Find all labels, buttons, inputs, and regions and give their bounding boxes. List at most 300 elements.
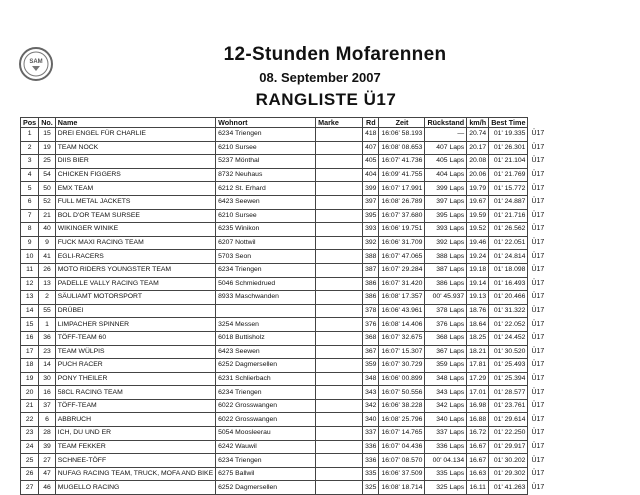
table-row bbox=[21, 168, 547, 182]
cell-kmh: 19.46 bbox=[467, 236, 489, 250]
cell-pos: 6 bbox=[21, 195, 39, 209]
cell-wohnort: 6234 Triengen bbox=[216, 128, 316, 142]
cell-zeit: 16:07' 50.556 bbox=[379, 386, 425, 400]
cell-kmh: 16.98 bbox=[467, 399, 489, 413]
table-row bbox=[21, 128, 547, 142]
cell-best: 01' 22.051 bbox=[489, 236, 528, 250]
cell-best: 01' 24.814 bbox=[489, 250, 528, 264]
cell-best: 01' 22.250 bbox=[489, 427, 528, 441]
cell-wohnort: 6234 Triengen bbox=[216, 263, 316, 277]
cell-rueck: 343 Laps bbox=[425, 386, 467, 400]
cell-kmh: 19.13 bbox=[467, 291, 489, 305]
cell-name: DRÜBEI bbox=[55, 304, 215, 318]
cell-best: 01' 21.104 bbox=[489, 155, 528, 169]
cell-cls: Ü17 bbox=[531, 293, 545, 301]
cell-zeit: 16:07' 04.436 bbox=[379, 440, 425, 454]
cell-kmh: 18.76 bbox=[467, 304, 489, 318]
cell-kmh: 19.24 bbox=[467, 250, 489, 264]
cell-cls: Ü17 bbox=[531, 334, 545, 342]
logo-text: SAM bbox=[29, 59, 43, 65]
table-row bbox=[21, 182, 547, 196]
cell-rd: 392 bbox=[363, 236, 379, 250]
cell-best: 01' 25.394 bbox=[489, 372, 528, 386]
cell-wohnort: 5046 Schmiedrued bbox=[216, 277, 316, 291]
cell-marke bbox=[316, 413, 363, 427]
cell-best: 01' 29.614 bbox=[489, 413, 528, 427]
cell-pos: 22 bbox=[21, 413, 39, 427]
cell-rd: 368 bbox=[363, 331, 379, 345]
table-row bbox=[21, 467, 547, 481]
cell-no: 21 bbox=[39, 209, 56, 223]
cell-no: 50 bbox=[39, 182, 56, 196]
cell-marke bbox=[316, 304, 363, 318]
cell-best: 01' 26.301 bbox=[489, 141, 528, 155]
cell-marke bbox=[316, 209, 363, 223]
cell-no: 19 bbox=[39, 141, 56, 155]
cell-zeit: 16:07' 30.729 bbox=[379, 359, 425, 373]
table-row bbox=[21, 481, 547, 495]
cell-name: MOTO RIDERS YOUNGSTER TEAM bbox=[55, 263, 215, 277]
cell-rd: 378 bbox=[363, 304, 379, 318]
cell-marke bbox=[316, 372, 363, 386]
table-row bbox=[21, 318, 547, 332]
cell-wohnort: 6022 Grosswangen bbox=[216, 399, 316, 413]
cell-rueck: 335 Laps bbox=[425, 467, 467, 481]
cell-kmh: 20.06 bbox=[467, 168, 489, 182]
cell-marke bbox=[316, 386, 363, 400]
cell-rd: 342 bbox=[363, 399, 379, 413]
cell-wohnort: 6231 Schlierbach bbox=[216, 372, 316, 386]
cell-no: 14 bbox=[39, 359, 56, 373]
table-body bbox=[21, 128, 547, 495]
cell-pos: 3 bbox=[21, 155, 39, 169]
cell-pos: 12 bbox=[21, 277, 39, 291]
cell-marke bbox=[316, 467, 363, 481]
cell-pos: 10 bbox=[21, 250, 39, 264]
cell-no: 47 bbox=[39, 467, 56, 481]
cell-cls: Ü17 bbox=[531, 184, 545, 192]
cell-wohnort: 6207 Nottwil bbox=[216, 236, 316, 250]
cell-best: 01' 23.761 bbox=[489, 399, 528, 413]
cell-cls: Ü17 bbox=[531, 279, 545, 287]
cell-best: 01' 30.520 bbox=[489, 345, 528, 359]
cell-zeit: 16:06' 43.961 bbox=[379, 304, 425, 318]
cell-wohnort: 6275 Ballwil bbox=[216, 467, 316, 481]
cell-name: TEAM FEKKER bbox=[55, 440, 215, 454]
cell-cls: Ü17 bbox=[531, 252, 545, 260]
cell-best: 01' 24.452 bbox=[489, 331, 528, 345]
cell-name: FUCK MAXI RACING TEAM bbox=[55, 236, 215, 250]
column-header-name: Name bbox=[55, 118, 215, 128]
cell-rd: 336 bbox=[363, 454, 379, 468]
cell-kmh: 18.64 bbox=[467, 318, 489, 332]
cell-no: 39 bbox=[39, 440, 56, 454]
cell-rd: 335 bbox=[363, 467, 379, 481]
cell-zeit: 16:06' 37.509 bbox=[379, 467, 425, 481]
table-row bbox=[21, 263, 547, 277]
cell-best: 01' 29.917 bbox=[489, 440, 528, 454]
cell-rueck: 378 Laps bbox=[425, 304, 467, 318]
cell-rueck: 405 Laps bbox=[425, 155, 467, 169]
cell-rueck: 376 Laps bbox=[425, 318, 467, 332]
cell-no: 2 bbox=[39, 291, 56, 305]
cell-zeit: 16:08' 17.357 bbox=[379, 291, 425, 305]
cell-best: 01' 30.202 bbox=[489, 454, 528, 468]
cell-name: DIIS BIER bbox=[55, 155, 215, 169]
cell-no: 15 bbox=[39, 128, 56, 142]
cell-kmh: 20.74 bbox=[467, 128, 489, 142]
table-row bbox=[21, 223, 547, 237]
cell-name: TEAM WÜLPIS bbox=[55, 345, 215, 359]
cell-rd: 393 bbox=[363, 223, 379, 237]
cell-rueck: 367 Laps bbox=[425, 345, 467, 359]
column-header-pos: Pos bbox=[21, 118, 39, 128]
cell-cls: Ü17 bbox=[531, 157, 545, 165]
table-row bbox=[21, 236, 547, 250]
cell-kmh: 17.29 bbox=[467, 372, 489, 386]
cell-zeit: 16:08' 18.714 bbox=[379, 481, 425, 495]
cell-no: 27 bbox=[39, 454, 56, 468]
cell-wohnort: 8933 Maschwanden bbox=[216, 291, 316, 305]
cell-rueck: 397 Laps bbox=[425, 195, 467, 209]
cell-kmh: 19.59 bbox=[467, 209, 489, 223]
cell-rd: 337 bbox=[363, 427, 379, 441]
cell-marke bbox=[316, 195, 363, 209]
cell-marke bbox=[316, 168, 363, 182]
cell-marke bbox=[316, 359, 363, 373]
cell-cls: Ü17 bbox=[531, 388, 545, 396]
cell-cls: Ü17 bbox=[531, 211, 545, 219]
cell-pos: 8 bbox=[21, 223, 39, 237]
cell-cls: Ü17 bbox=[531, 415, 545, 423]
cell-best: 01' 15.772 bbox=[489, 182, 528, 196]
cell-wohnort: 6210 Sursee bbox=[216, 209, 316, 223]
cell-no: 40 bbox=[39, 223, 56, 237]
cell-wohnort: 6235 Winikon bbox=[216, 223, 316, 237]
cell-pos: 18 bbox=[21, 359, 39, 373]
cell-wohnort: 6252 Dagmersellen bbox=[216, 481, 316, 495]
cell-name: PUCH RACER bbox=[55, 359, 215, 373]
cell-zeit: 16:06' 19.751 bbox=[379, 223, 425, 237]
cell-rueck: 399 Laps bbox=[425, 182, 467, 196]
cell-best: 01' 16.493 bbox=[489, 277, 528, 291]
cell-name: FULL METAL JACKETS bbox=[55, 195, 215, 209]
cell-cls: Ü17 bbox=[531, 347, 545, 355]
cell-best: 01' 25.493 bbox=[489, 359, 528, 373]
results-table bbox=[20, 117, 547, 495]
cell-rueck: 359 Laps bbox=[425, 359, 467, 373]
cell-name: DREI ENGEL FÜR CHARLIE bbox=[55, 128, 215, 142]
cell-pos: 24 bbox=[21, 440, 39, 454]
cell-rueck: 325 Laps bbox=[425, 481, 467, 495]
cell-rueck: 337 Laps bbox=[425, 427, 467, 441]
table-row bbox=[21, 331, 547, 345]
cell-cls: Ü17 bbox=[531, 171, 545, 179]
cell-no: 36 bbox=[39, 331, 56, 345]
cell-kmh: 19.67 bbox=[467, 195, 489, 209]
cell-kmh: 20.08 bbox=[467, 155, 489, 169]
cell-pos: 13 bbox=[21, 291, 39, 305]
cell-cls: Ü17 bbox=[531, 456, 545, 464]
cell-best: 01' 26.562 bbox=[489, 223, 528, 237]
cell-name: TÖFF-TEAM 60 bbox=[55, 331, 215, 345]
cell-best: 01' 31.322 bbox=[489, 304, 528, 318]
cell-kmh: 16.67 bbox=[467, 454, 489, 468]
cell-kmh: 18.25 bbox=[467, 331, 489, 345]
cell-cls: Ü17 bbox=[531, 361, 545, 369]
cell-wohnort: 6018 Buttisholz bbox=[216, 331, 316, 345]
cell-name: SÄULIAMT MOTORSPORT bbox=[55, 291, 215, 305]
cell-kmh: 16.11 bbox=[467, 481, 489, 495]
cell-cls: Ü17 bbox=[531, 470, 545, 478]
cell-wohnort: 6252 Dagmersellen bbox=[216, 359, 316, 373]
cell-pos: 15 bbox=[21, 318, 39, 332]
cell-kmh: 16.88 bbox=[467, 413, 489, 427]
cell-wohnort: 6210 Sursee bbox=[216, 141, 316, 155]
cell-marke bbox=[316, 128, 363, 142]
cell-wohnort: 8732 Neuhaus bbox=[216, 168, 316, 182]
cell-zeit: 16:07' 17.991 bbox=[379, 182, 425, 196]
cell-pos: 17 bbox=[21, 345, 39, 359]
cell-rueck: 340 Laps bbox=[425, 413, 467, 427]
cell-pos: 23 bbox=[21, 427, 39, 441]
cell-cls: Ü17 bbox=[531, 402, 545, 410]
cell-no: 28 bbox=[39, 427, 56, 441]
cell-rd: 343 bbox=[363, 386, 379, 400]
cell-kmh: 19.18 bbox=[467, 263, 489, 277]
cell-name: PONY THEILER bbox=[55, 372, 215, 386]
cell-wohnort: 5703 Seon bbox=[216, 250, 316, 264]
cell-cls: Ü17 bbox=[531, 483, 545, 491]
cell-wohnort: 5054 Moosleerau bbox=[216, 427, 316, 441]
cell-rueck: 386 Laps bbox=[425, 277, 467, 291]
cell-pos: 2 bbox=[21, 141, 39, 155]
cell-pos: 27 bbox=[21, 481, 39, 495]
cell-kmh: 17.81 bbox=[467, 359, 489, 373]
cell-no: 52 bbox=[39, 195, 56, 209]
cell-marke bbox=[316, 481, 363, 495]
table-row bbox=[21, 209, 547, 223]
cell-kmh: 20.17 bbox=[467, 141, 489, 155]
cell-no: 54 bbox=[39, 168, 56, 182]
cell-kmh: 18.21 bbox=[467, 345, 489, 359]
cell-pos: 16 bbox=[21, 331, 39, 345]
cell-wohnort: 6423 Seewen bbox=[216, 345, 316, 359]
cell-rd: 359 bbox=[363, 359, 379, 373]
cell-name: ICH, DU UND ER bbox=[55, 427, 215, 441]
table-row bbox=[21, 250, 547, 264]
cell-cls: Ü17 bbox=[531, 320, 545, 328]
table-row bbox=[21, 141, 547, 155]
cell-kmh: 17.01 bbox=[467, 386, 489, 400]
table-header-row bbox=[21, 118, 547, 128]
cell-best: 01' 18.098 bbox=[489, 263, 528, 277]
column-header-rueck: Rückstand bbox=[425, 118, 467, 128]
cell-best: 01' 21.769 bbox=[489, 168, 528, 182]
cell-rueck: — bbox=[425, 128, 467, 142]
cell-cls: Ü17 bbox=[531, 429, 545, 437]
cell-rueck: 407 Laps bbox=[425, 141, 467, 155]
cell-zeit: 16:08' 14.406 bbox=[379, 318, 425, 332]
cell-rd: 387 bbox=[363, 263, 379, 277]
cell-cls: Ü17 bbox=[531, 374, 545, 382]
cell-rueck: 368 Laps bbox=[425, 331, 467, 345]
cell-wohnort: 6234 Triengen bbox=[216, 386, 316, 400]
cell-best: 01' 20.466 bbox=[489, 291, 528, 305]
cell-cls: Ü17 bbox=[531, 130, 545, 138]
cell-wohnort: 5237 Mönthal bbox=[216, 155, 316, 169]
cell-rueck: 387 Laps bbox=[425, 263, 467, 277]
table-row bbox=[21, 277, 547, 291]
cell-zeit: 16:06' 31.709 bbox=[379, 236, 425, 250]
cell-best: 01' 24.887 bbox=[489, 195, 528, 209]
cell-marke bbox=[316, 427, 363, 441]
cell-no: 23 bbox=[39, 345, 56, 359]
cell-rueck: 392 Laps bbox=[425, 236, 467, 250]
cell-zeit: 16:08' 25.796 bbox=[379, 413, 425, 427]
cell-zeit: 16:08' 08.653 bbox=[379, 141, 425, 155]
cell-no: 30 bbox=[39, 372, 56, 386]
cell-zeit: 16:07' 32.675 bbox=[379, 331, 425, 345]
column-header-wohnort: Wohnort bbox=[216, 118, 316, 128]
cell-no: 6 bbox=[39, 413, 56, 427]
cell-best: 01' 28.577 bbox=[489, 386, 528, 400]
cell-marke bbox=[316, 277, 363, 291]
cell-zeit: 16:07' 47.065 bbox=[379, 250, 425, 264]
cell-pos: 9 bbox=[21, 236, 39, 250]
column-header-cls bbox=[528, 118, 547, 128]
cell-name: EMX TEAM bbox=[55, 182, 215, 196]
cell-wohnort: 6242 Wauwil bbox=[216, 440, 316, 454]
cell-pos: 26 bbox=[21, 467, 39, 481]
cell-pos: 25 bbox=[21, 454, 39, 468]
cell-no: 1 bbox=[39, 318, 56, 332]
cell-rueck: 393 Laps bbox=[425, 223, 467, 237]
cell-name: TEAM NOCK bbox=[55, 141, 215, 155]
cell-best: 01' 22.052 bbox=[489, 318, 528, 332]
cell-marke bbox=[316, 182, 363, 196]
cell-rueck: 336 Laps bbox=[425, 440, 467, 454]
cell-zeit: 16:08' 26.789 bbox=[379, 195, 425, 209]
cell-pos: 20 bbox=[21, 386, 39, 400]
cell-wohnort: 6234 Triengen bbox=[216, 454, 316, 468]
table-row bbox=[21, 413, 547, 427]
cell-marke bbox=[316, 263, 363, 277]
cell-name: NUFAG RACING TEAM, TRUCK, MOFA AND BIKE bbox=[55, 467, 215, 481]
cell-name: WIKINGER WINIKE bbox=[55, 223, 215, 237]
cell-kmh: 19.14 bbox=[467, 277, 489, 291]
cell-zeit: 16:06' 00.899 bbox=[379, 372, 425, 386]
cell-rd: 367 bbox=[363, 345, 379, 359]
cell-rd: 405 bbox=[363, 155, 379, 169]
cell-zeit: 16:07' 31.420 bbox=[379, 277, 425, 291]
page-title: 12-Stunden Mofarennen bbox=[223, 44, 447, 65]
cell-marke bbox=[316, 250, 363, 264]
cell-name: 58CL RACING TEAM bbox=[55, 386, 215, 400]
cell-rd: 348 bbox=[363, 372, 379, 386]
cell-name: BOL D'OR TEAM SURSEE bbox=[55, 209, 215, 223]
cell-name: MUGELLO RACING bbox=[55, 481, 215, 495]
cell-cls: Ü17 bbox=[531, 225, 545, 233]
cell-rd: 407 bbox=[363, 141, 379, 155]
cell-best: 01' 41.263 bbox=[489, 481, 528, 495]
cell-no: 41 bbox=[39, 250, 56, 264]
cell-cls: Ü17 bbox=[531, 442, 545, 450]
cell-rd: 418 bbox=[363, 128, 379, 142]
column-header-best: Best Time bbox=[489, 118, 528, 128]
cell-marke bbox=[316, 236, 363, 250]
cell-rd: 386 bbox=[363, 277, 379, 291]
cell-no: 26 bbox=[39, 263, 56, 277]
column-header-no: No. bbox=[39, 118, 56, 128]
cell-rueck: 00' 04.134 bbox=[425, 454, 467, 468]
cell-marke bbox=[316, 291, 363, 305]
cell-zeit: 16:06' 58.193 bbox=[379, 128, 425, 142]
cell-best: 01' 19.335 bbox=[489, 128, 528, 142]
cell-marke bbox=[316, 345, 363, 359]
cell-pos: 11 bbox=[21, 263, 39, 277]
cell-zeit: 16:07' 15.307 bbox=[379, 345, 425, 359]
cell-cls: Ü17 bbox=[531, 307, 545, 315]
cell-kmh: 19.79 bbox=[467, 182, 489, 196]
table-row bbox=[21, 155, 547, 169]
column-header-rd: Rd bbox=[363, 118, 379, 128]
cell-no: 55 bbox=[39, 304, 56, 318]
cell-zeit: 16:07' 08.570 bbox=[379, 454, 425, 468]
cell-kmh: 16.67 bbox=[467, 440, 489, 454]
cell-zeit: 16:07' 14.765 bbox=[379, 427, 425, 441]
cell-wohnort: 6212 St. Erhard bbox=[216, 182, 316, 196]
cell-rd: 404 bbox=[363, 168, 379, 182]
cell-wohnort: 3254 Messen bbox=[216, 318, 316, 332]
cell-pos: 7 bbox=[21, 209, 39, 223]
cell-rueck: 395 Laps bbox=[425, 209, 467, 223]
cell-rueck: 404 Laps bbox=[425, 168, 467, 182]
column-header-marke: Marke bbox=[316, 118, 363, 128]
cell-cls: Ü17 bbox=[531, 239, 545, 247]
cell-cls: Ü17 bbox=[531, 143, 545, 151]
cell-rd: 395 bbox=[363, 209, 379, 223]
cell-marke bbox=[316, 331, 363, 345]
cell-kmh: 16.63 bbox=[467, 467, 489, 481]
cell-zeit: 16:06' 38.228 bbox=[379, 399, 425, 413]
cell-marke bbox=[316, 155, 363, 169]
cell-no: 46 bbox=[39, 481, 56, 495]
cell-wohnort: 6022 Grosswangen bbox=[216, 413, 316, 427]
cell-pos: 14 bbox=[21, 304, 39, 318]
cell-cls: Ü17 bbox=[531, 198, 545, 206]
cell-marke bbox=[316, 141, 363, 155]
cell-kmh: 19.52 bbox=[467, 223, 489, 237]
column-header-zeit: Zeit bbox=[379, 118, 425, 128]
cell-zeit: 16:09' 41.755 bbox=[379, 168, 425, 182]
cell-rueck: 348 Laps bbox=[425, 372, 467, 386]
table-row bbox=[21, 359, 547, 373]
table-row bbox=[21, 345, 547, 359]
cell-pos: 4 bbox=[21, 168, 39, 182]
table-row bbox=[21, 304, 547, 318]
cell-best: 01' 21.716 bbox=[489, 209, 528, 223]
table-row bbox=[21, 372, 547, 386]
cell-zeit: 16:07' 37.680 bbox=[379, 209, 425, 223]
cell-rueck: 388 Laps bbox=[425, 250, 467, 264]
cell-no: 13 bbox=[39, 277, 56, 291]
cell-pos: 1 bbox=[21, 128, 39, 142]
cell-no: 25 bbox=[39, 155, 56, 169]
event-date: 08. September 2007 bbox=[259, 70, 381, 85]
cell-rd: 397 bbox=[363, 195, 379, 209]
table-row bbox=[21, 427, 547, 441]
